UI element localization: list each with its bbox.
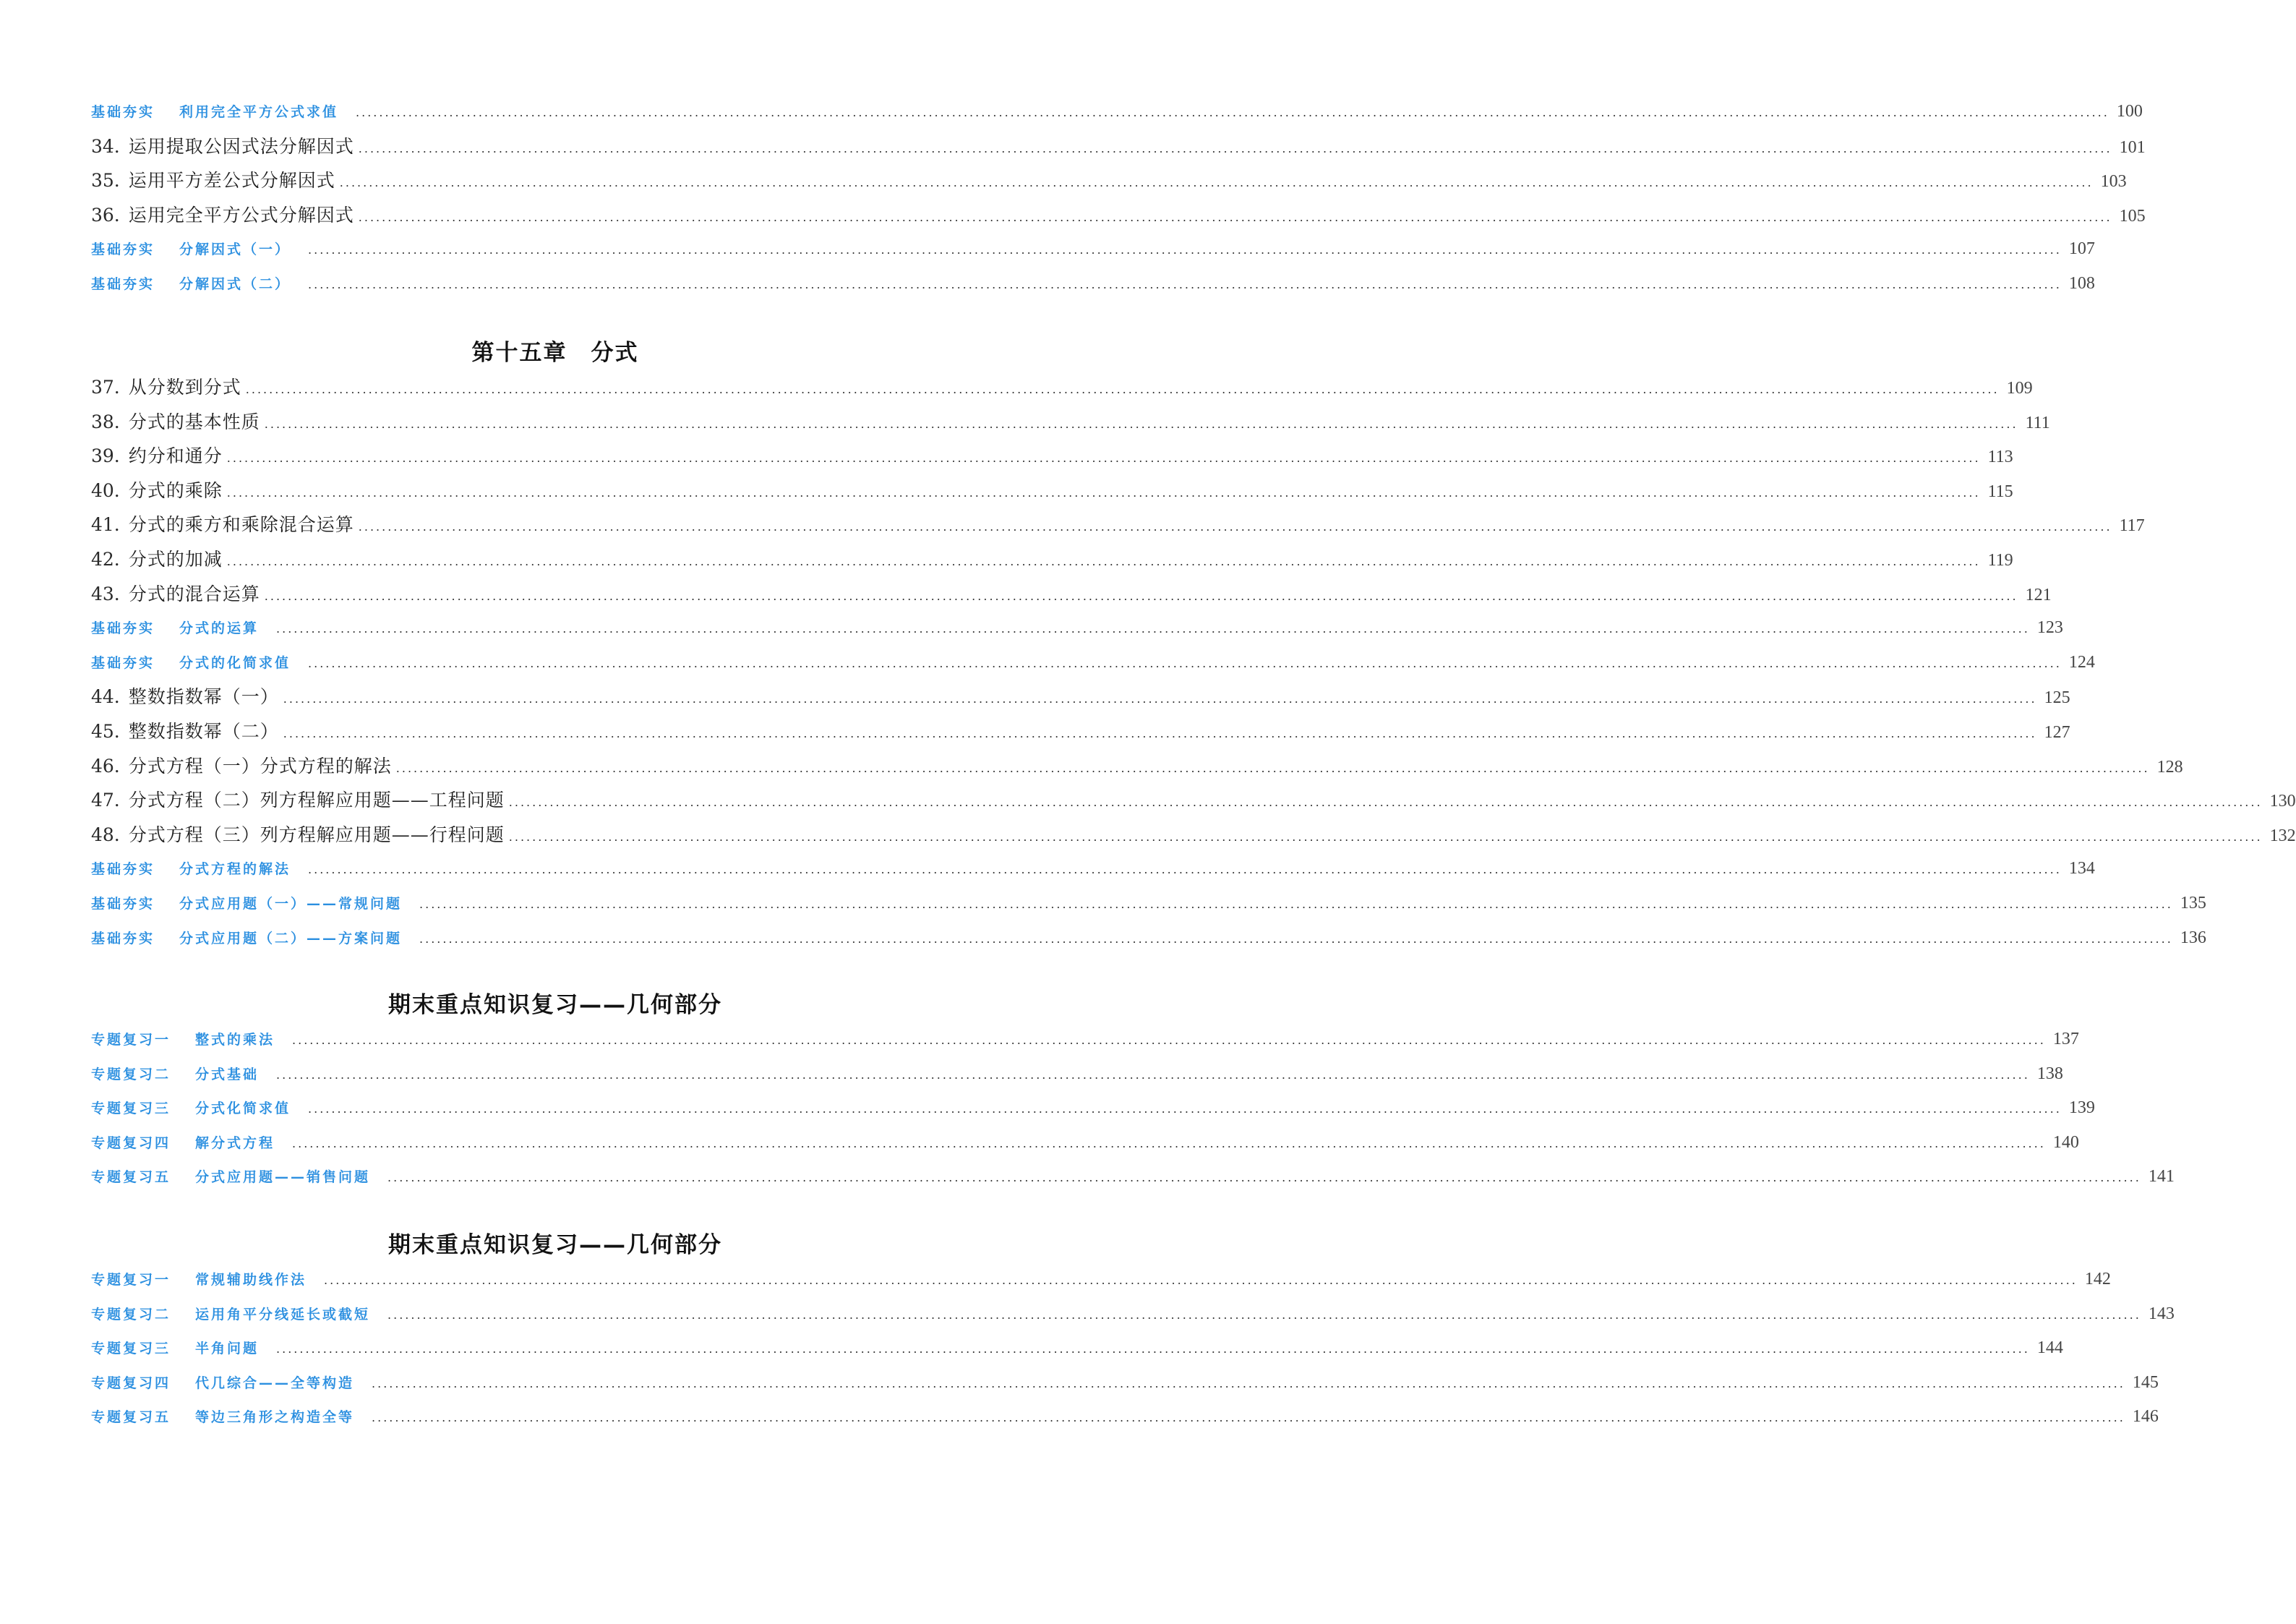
dot-leader: ............................................................................................................................................................................................................................................................................................................ <box>264 589 2018 603</box>
entry-title: 分解因式（一） <box>179 242 291 258</box>
toc-block-review-1 <box>91 1022 2175 1195</box>
entry-number: 48. <box>91 824 120 845</box>
toc-entry[interactable] <box>91 680 2070 714</box>
dot-leader: ............................................................................................................................................................................................................................................................................................................ <box>308 656 2062 670</box>
entry-title: 分式的混合运算 <box>128 583 260 604</box>
entry-title: 代几综合——全等构造 <box>195 1375 355 1391</box>
toc-entry[interactable] <box>91 129 2146 164</box>
entry-title: 从分数到分式 <box>128 377 241 398</box>
entry-tag: 专题复习三 <box>91 1341 171 1357</box>
dot-leader: ............................................................................................................................................................................................................................................................................................................ <box>387 1307 2141 1322</box>
toc-entry[interactable] <box>91 783 2296 818</box>
entry-tag: 基础夯实 <box>91 104 155 120</box>
toc-entry[interactable] <box>91 163 2127 198</box>
entry-page-number: 130 <box>2269 792 2296 811</box>
dot-leader: ............................................................................................................................................................................................................................................................................................................ <box>372 1411 2125 1425</box>
entry-title: 分式的化简求值 <box>179 654 291 671</box>
dot-leader: ............................................................................................................................................................................................................................................................................................................ <box>276 622 2030 636</box>
entry-tag: 专题复习二 <box>91 1306 171 1322</box>
toc-entry[interactable] <box>91 95 2143 129</box>
entry-page-number: 146 <box>2132 1407 2159 1427</box>
dot-leader: ............................................................................................................................................................................................................................................................................................................ <box>292 1033 2046 1047</box>
entry-page-number: 101 <box>2119 137 2146 157</box>
dot-leader: ............................................................................................................................................................................................................................................................................................................ <box>308 1102 2062 1116</box>
entry-page-number: 143 <box>2148 1304 2175 1323</box>
review-heading-2: 期末重点知识复习——几何部分 <box>388 1232 722 1258</box>
entry-title: 运用完全平方公式分解因式 <box>128 204 354 226</box>
entry-page-number: 119 <box>1987 550 2013 570</box>
entry-title: 分式的乘除 <box>128 479 223 501</box>
entry-tag: 基础夯实 <box>91 895 155 912</box>
entry-number: 40. <box>91 479 120 501</box>
entry-title: 利用完全平方公式求值 <box>179 104 339 120</box>
toc-entry[interactable] <box>91 232 2095 267</box>
entry-page-number: 113 <box>1987 448 2013 467</box>
entry-title: 分解因式（二） <box>179 275 291 292</box>
toc-entry[interactable] <box>91 577 2052 612</box>
toc-entry[interactable] <box>91 267 2095 302</box>
entry-page-number: 125 <box>2044 688 2070 708</box>
entry-title: 运用平方差公式分解因式 <box>128 170 335 192</box>
entry-page-number: 121 <box>2025 585 2052 604</box>
entry-title: 分式应用题——销售问题 <box>195 1169 371 1186</box>
dot-leader: ............................................................................................................................................................................................................................................................................................................ <box>387 1171 2141 1185</box>
entry-number: 35. <box>91 170 120 192</box>
dot-leader: ............................................................................................................................................................................................................................................................................................................ <box>356 106 2109 119</box>
entry-page-number: 135 <box>2180 893 2206 913</box>
entry-number: 37. <box>91 377 120 398</box>
dot-leader: ............................................................................................................................................................................................................................................................................................................ <box>308 863 2062 877</box>
dot-leader: ............................................................................................................................................................................................................................................................................................................ <box>508 795 2263 810</box>
entry-page-number: 142 <box>2084 1270 2111 1288</box>
toc-entry[interactable] <box>91 439 2013 474</box>
entry-title: 解分式方程 <box>195 1134 275 1151</box>
entry-title: 分式的乘方和乘除混合运算 <box>128 514 354 536</box>
entry-title: 分式应用题（二）——方案问题 <box>179 930 403 946</box>
entry-tag: 基础夯实 <box>91 620 155 637</box>
dot-leader: ............................................................................................................................................................................................................................................................................................................ <box>226 451 1981 466</box>
entry-page-number: 144 <box>2036 1338 2063 1358</box>
entry-tag: 专题复习二 <box>91 1066 171 1082</box>
chapter-15-heading: 第十五章 分式 <box>471 340 639 366</box>
entry-page-number: 136 <box>2180 928 2206 947</box>
entry-page-number: 137 <box>2052 1030 2079 1048</box>
entry-title: 整式的乘法 <box>195 1032 275 1048</box>
dot-leader: ............................................................................................................................................................................................................................................................................................................ <box>419 897 2173 911</box>
entry-tag: 专题复习四 <box>91 1375 171 1391</box>
entry-page-number: 124 <box>2068 652 2095 672</box>
entry-tag: 专题复习五 <box>91 1169 171 1186</box>
toc-entry[interactable] <box>91 818 2296 852</box>
entry-page-number: 103 <box>2100 172 2127 192</box>
toc-entry[interactable] <box>91 1366 2159 1401</box>
entry-page-number: 123 <box>2036 618 2063 638</box>
dot-leader: ............................................................................................................................................................................................................................................................................................................ <box>508 829 2263 844</box>
toc-entry[interactable] <box>91 1160 2175 1195</box>
toc-entry[interactable] <box>91 1022 2079 1057</box>
entry-title: 常规辅助线作法 <box>195 1272 307 1288</box>
entry-title: 运用角平分线延长或截短 <box>195 1306 371 1322</box>
entry-page-number: 141 <box>2148 1167 2175 1187</box>
entry-page-number: 138 <box>2036 1064 2063 1083</box>
dot-leader: ............................................................................................................................................................................................................................................................................................................ <box>358 520 2112 534</box>
entry-title: 整数指数幂（二） <box>128 720 279 742</box>
entry-tag: 专题复习五 <box>91 1409 171 1426</box>
entry-title: 分式方程（一）分式方程的解法 <box>128 755 392 777</box>
entry-number: 39. <box>91 445 120 467</box>
toc-entry[interactable] <box>91 542 2013 577</box>
entry-title: 约分和通分 <box>128 445 223 467</box>
entry-page-number: 115 <box>1987 482 2013 501</box>
dot-leader: ............................................................................................................................................................................................................................................................................................................ <box>276 1342 2030 1356</box>
toc-block-factorization <box>91 95 2146 302</box>
toc-entry[interactable] <box>91 1126 2079 1161</box>
entry-page-number: 109 <box>2006 379 2033 398</box>
dot-leader: ............................................................................................................................................................................................................................................................................................................ <box>226 485 1981 500</box>
dot-leader: ............................................................................................................................................................................................................................................................................................................ <box>324 1273 2078 1287</box>
toc-entry[interactable] <box>91 714 2070 749</box>
dot-leader: ............................................................................................................................................................................................................................................................................................................ <box>339 176 2094 190</box>
toc-entry[interactable] <box>91 474 2013 508</box>
dot-leader: ............................................................................................................................................................................................................................................................................................................ <box>276 1067 2030 1082</box>
entry-page-number: 108 <box>2068 273 2095 293</box>
dot-leader: ............................................................................................................................................................................................................................................................................................................ <box>283 726 2037 740</box>
entry-page-number: 111 <box>2025 413 2050 432</box>
toc-entry[interactable] <box>91 1400 2159 1435</box>
entry-tag: 基础夯实 <box>91 275 155 292</box>
entry-tag: 基础夯实 <box>91 242 155 258</box>
entry-title: 分式方程（二）列方程解应用题——工程问题 <box>128 790 505 811</box>
toc-entry[interactable] <box>91 198 2146 233</box>
entry-number: 41. <box>91 514 120 536</box>
entry-tag: 专题复习四 <box>91 1134 171 1151</box>
entry-page-number: 117 <box>2119 516 2145 536</box>
dot-leader: ............................................................................................................................................................................................................................................................................................................ <box>226 554 1981 568</box>
entry-tag: 专题复习一 <box>91 1272 171 1288</box>
entry-title: 分式方程（三）列方程解应用题——行程问题 <box>128 824 505 845</box>
entry-title: 等边三角形之构造全等 <box>195 1409 355 1426</box>
entry-page-number: 139 <box>2068 1098 2095 1118</box>
dot-leader: ............................................................................................................................................................................................................................................................................................................ <box>358 210 2112 224</box>
dot-leader: ............................................................................................................................................................................................................................................................................................................ <box>245 383 2000 396</box>
toc-entry[interactable] <box>91 370 2033 405</box>
entry-number: 45. <box>91 720 120 742</box>
entry-page-number: 105 <box>2119 206 2146 226</box>
entry-page-number: 134 <box>2068 859 2095 879</box>
toc-entry[interactable] <box>91 921 2206 956</box>
entry-page-number: 140 <box>2052 1132 2079 1152</box>
dot-leader: ............................................................................................................................................................................................................................................................................................................ <box>292 1136 2046 1150</box>
toc-block-chapter-15 <box>91 370 2296 955</box>
entry-number: 36. <box>91 204 120 226</box>
entry-number: 43. <box>91 583 120 604</box>
toc-entry[interactable] <box>91 1057 2063 1092</box>
toc-entry[interactable] <box>91 1262 2111 1297</box>
dot-leader: ............................................................................................................................................................................................................................................................................................................ <box>283 692 2037 706</box>
entry-title: 分式方程的解法 <box>179 861 291 878</box>
entry-page-number: 107 <box>2068 239 2095 259</box>
entry-number: 42. <box>91 548 120 570</box>
entry-page-number: 145 <box>2132 1372 2159 1392</box>
toc-entry[interactable] <box>91 508 2145 542</box>
toc-entry[interactable] <box>91 1331 2063 1366</box>
entry-title: 分式基础 <box>195 1066 260 1082</box>
entry-title: 分式应用题（一）——常规问题 <box>179 895 403 912</box>
entry-page-number: 127 <box>2044 722 2070 742</box>
dot-leader: ............................................................................................................................................................................................................................................................................................................ <box>308 243 2062 257</box>
entry-title: 分式化简求值 <box>195 1101 291 1117</box>
toc-entry[interactable] <box>91 646 2095 680</box>
dot-leader: ............................................................................................................................................................................................................................................................................................................ <box>358 141 2112 155</box>
toc-entry[interactable] <box>91 405 2050 440</box>
toc-entry[interactable] <box>91 886 2206 921</box>
entry-number: 46. <box>91 755 120 777</box>
entry-page-number: 100 <box>2116 102 2143 121</box>
entry-number: 34. <box>91 135 120 157</box>
dot-leader: ............................................................................................................................................................................................................................................................................................................ <box>264 416 2018 431</box>
entry-page-number: 128 <box>2156 757 2183 777</box>
toc-entry[interactable] <box>91 749 2183 784</box>
entry-number: 47. <box>91 790 120 811</box>
entry-number: 38. <box>91 411 120 432</box>
toc-entry[interactable] <box>91 1297 2175 1332</box>
entry-title: 分式的运算 <box>179 620 260 637</box>
review-heading-1: 期末重点知识复习——几何部分 <box>388 992 722 1018</box>
entry-title: 整数指数幂（一） <box>128 686 279 708</box>
entry-page-number: 132 <box>2269 826 2296 845</box>
dot-leader: ............................................................................................................................................................................................................................................................................................................ <box>308 277 2062 291</box>
dot-leader: ............................................................................................................................................................................................................................................................................................................ <box>419 931 2173 946</box>
entry-number: 44. <box>91 686 120 708</box>
entry-tag: 基础夯实 <box>91 930 155 946</box>
entry-tag: 专题复习一 <box>91 1032 171 1048</box>
entry-tag: 专题复习三 <box>91 1101 171 1117</box>
entry-title: 分式的基本性质 <box>128 411 260 432</box>
entry-tag: 基础夯实 <box>91 654 155 671</box>
entry-title: 分式的加减 <box>128 548 223 570</box>
toc-entry[interactable] <box>91 1091 2095 1126</box>
entry-title: 半角问题 <box>195 1341 260 1357</box>
entry-title: 运用提取公因式法分解因式 <box>128 135 354 157</box>
dot-leader: ............................................................................................................................................................................................................................................................................................................ <box>372 1376 2125 1390</box>
toc-entry[interactable] <box>91 611 2063 646</box>
toc-entry[interactable] <box>91 852 2095 886</box>
toc-block-review-2 <box>91 1262 2175 1435</box>
entry-tag: 基础夯实 <box>91 861 155 878</box>
dot-leader: ............................................................................................................................................................................................................................................................................................................ <box>395 761 2150 775</box>
